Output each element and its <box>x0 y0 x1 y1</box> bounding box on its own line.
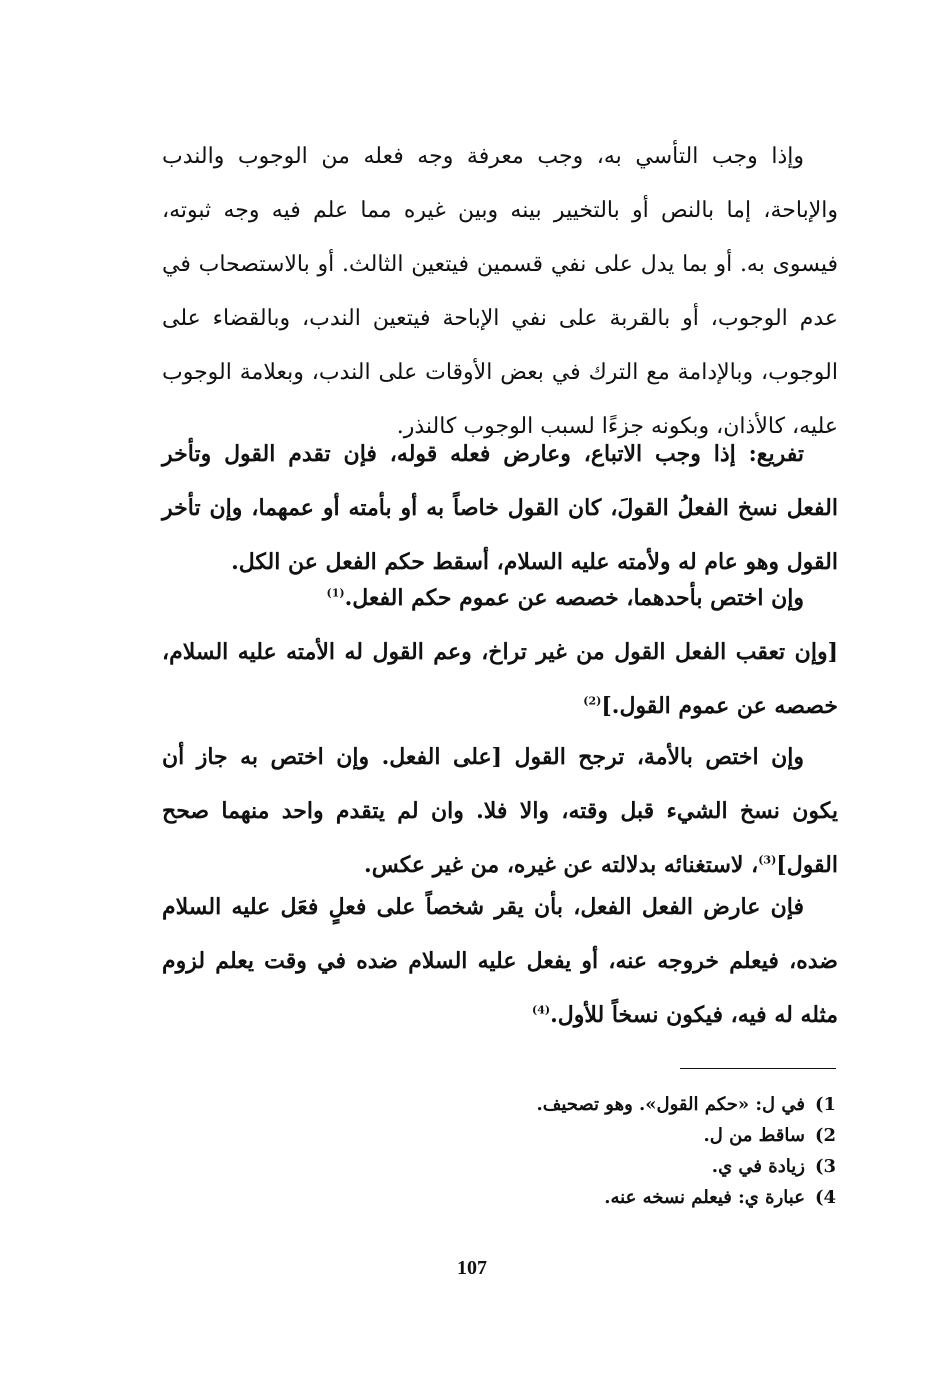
paragraph-bracketed <box>162 625 838 733</box>
footnote-marker-2: (2) <box>583 694 602 708</box>
footnote-number: 1) <box>814 1094 836 1115</box>
footnote-text: عبارة ي: فيعلم نسخه عنه. <box>604 1187 805 1208</box>
page-number: 107 <box>457 1257 487 1279</box>
footnotes-list <box>536 1089 836 1213</box>
footnote-number: 4) <box>814 1187 836 1208</box>
footnote-divider <box>680 1068 836 1069</box>
footnote-text: ساقط من ل. <box>703 1125 805 1146</box>
footnote-number: 3) <box>814 1156 836 1177</box>
footnote-text: في ل: «حكم القول». وهو تصحيف. <box>536 1094 805 1115</box>
footnote-text: زيادة في ي. <box>711 1156 805 1177</box>
footnote-item <box>536 1120 836 1151</box>
footnote-item <box>536 1089 836 1120</box>
paragraph-text: تفريع: إذا وجب الاتباع، وعارض فعله قوله، فإن تقدم القول وتأخر الفعل نسخ الفعلُ القولَ، كان القول خاصاً به أو بأمته أو عمهما، وإن تأخر القول وهو عام له ولأمته عليه السلام، أسقط حكم الفعل عن الكل. <box>162 441 838 575</box>
paragraph-act-conflict <box>162 880 838 1042</box>
paragraph-text: فإن عارض الفعل الفعل، بأن يقر شخصاً على فعلٍ فعَل عليه السلام ضده، فيعلم خروجه عنه، أو يفعل عليه السلام ضده في وقت يعلم لزوم مثله له فيه، فيكون نسخاً للأول. <box>162 894 838 1028</box>
paragraph-tafri <box>162 427 838 589</box>
paragraph-text: وإن اختص بالأمة، ترجح القول [على الفعل. وإن اختص به جاز أن يكون نسخ الشيء قبل وقته، والا فلا. وان لم يتقدم واحد منهما صحح القول] <box>162 744 838 878</box>
footnote-item <box>536 1151 836 1182</box>
footnote-number: 2) <box>814 1125 836 1146</box>
footnote-item <box>536 1182 836 1213</box>
paragraph-text: وإذا وجب التأسي به، وجب معرفة وجه فعله من الوجوب والندب والإباحة، إما بالنص أو بالتخيير بينه وبين غيره مما علم فيه وجه ثبوته، فيسوى به. أو بما يدل على نفي قسمين فيتعين الثالث. أو بالاستصحاب في عدم الوجوب، أو بالقربة على نفي الإباحة فيتعين الندب، وبالقضاء على الوجوب، وبالإدامة مع الترك في بعض الأوقات على الندب، وبعلامة الوجوب عليه، كالأذان، وبكونه جزءًا لسبب الوجوب كالنذر. <box>162 144 838 439</box>
paragraph-imitation <box>162 130 838 454</box>
footnote-marker-3: (3) <box>758 853 777 867</box>
paragraph-community <box>162 730 838 892</box>
paragraph-text: وإن اختص بأحدهما، خصصه عن عموم حكم الفعل. <box>344 585 804 611</box>
footnote-marker-4: (4) <box>531 1003 551 1017</box>
footnote-marker-1: (1) <box>326 586 345 600</box>
paragraph-specific <box>162 571 838 625</box>
paragraph-text-continued: ، لاستغنائه بدلالته عن غيره، من غير عكس. <box>364 852 759 878</box>
paragraph-text: [وإن تعقب الفعل القول من غير تراخ، وعم القول له الأمته عليه السلام، خصصه عن عموم القول.] <box>162 639 838 719</box>
